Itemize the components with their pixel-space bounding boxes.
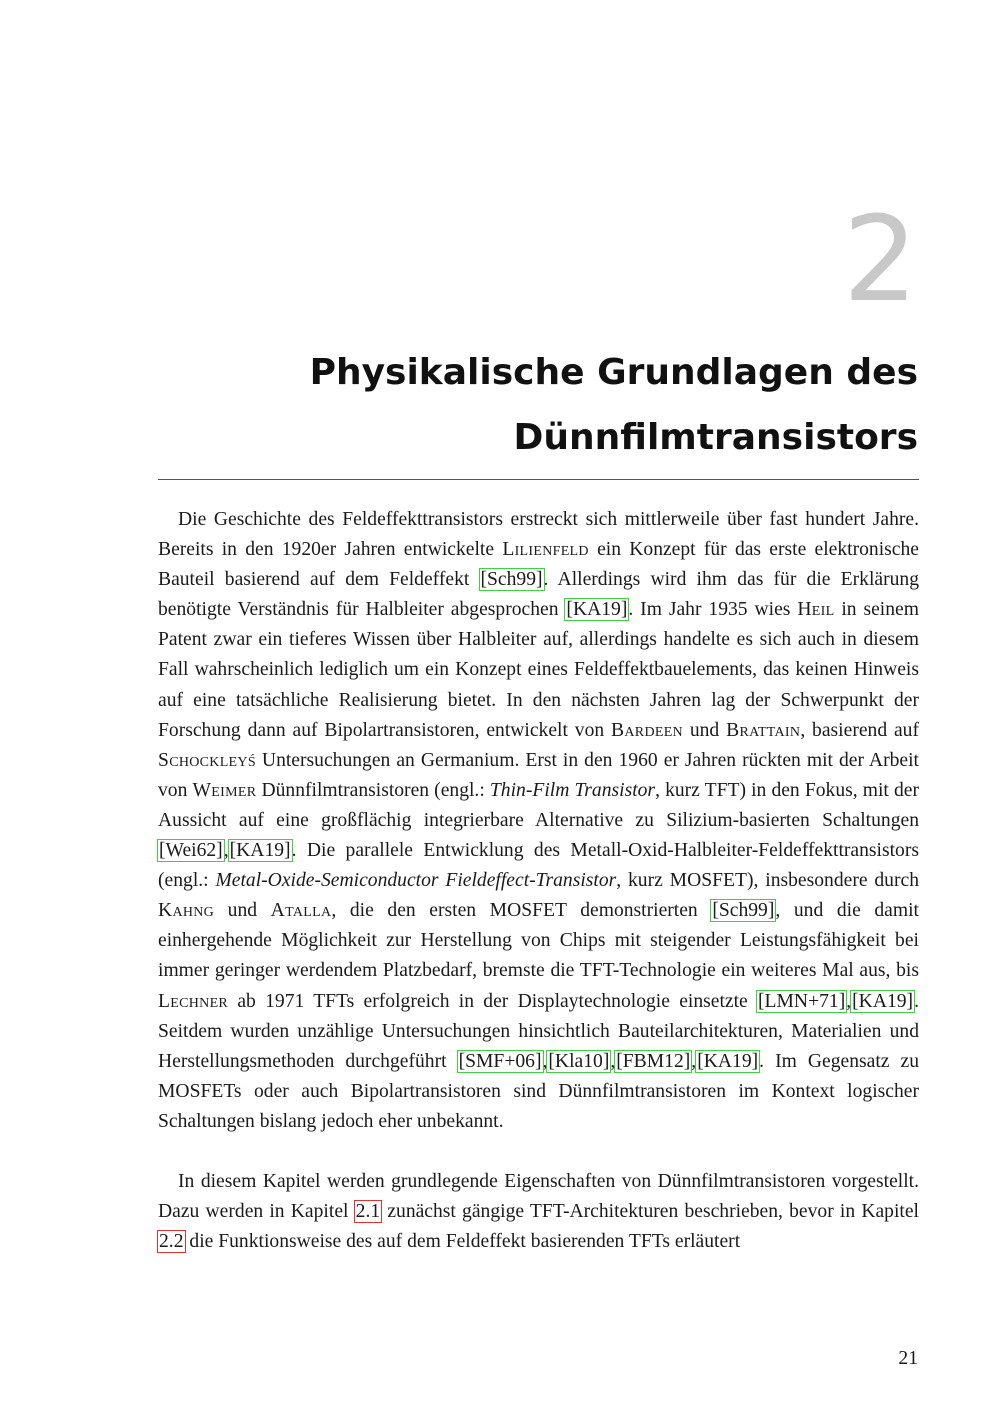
citation-link[interactable]: [KA19] <box>229 840 291 862</box>
text-run: , <box>223 840 229 862</box>
text-run: die Funktionsweise des auf dem Feldeffekt basierenden TFTs erläutert <box>184 1231 741 1253</box>
text-run: , <box>691 1050 697 1072</box>
text-run: . Im Gegensatz zu MOSFETs oder auch Bipolartransistoren sind Dünnfilmtransistoren im Kontext logischer Schaltungen bislang jedoch eher unbekannt. <box>158 1050 920 1132</box>
author-name: Lilienfeld <box>502 539 589 561</box>
text-run: . Seitdem wurden unzählige Untersuchungen hinsichtlich Bauteilarchitekturen, Materialien und Herstellungsmethoden durchgeführt <box>158 990 919 1072</box>
citation-link[interactable]: [KA19] <box>852 990 914 1012</box>
english-term: Metal-Oxide-Semiconductor Fieldeffect-Transistor <box>215 870 617 892</box>
chapter-number: 2 <box>842 190 918 328</box>
chapter-title <box>218 340 918 470</box>
text-run: , basierend auf <box>800 719 920 741</box>
text-run: , <box>610 1050 616 1072</box>
citation-link[interactable]: [Kla10] <box>548 1050 610 1072</box>
citation-link[interactable]: [FBM12] <box>616 1050 691 1072</box>
text-run: , kurz MOSFET), insbesondere durch <box>616 870 919 892</box>
text-run: Dünnfilmtransistoren (engl.: <box>256 779 490 801</box>
page-number: 21 <box>898 1348 918 1369</box>
text-run: ein Konzept für das erste elektronische Bauteil basierend auf dem Feldeffekt <box>158 539 919 591</box>
citation-link[interactable]: [Wei62] <box>159 840 223 862</box>
text-run: , kurz TFT) in den Fokus, mit der Aussicht auf eine großflächig integrierbare Alternative zu Silizium-basierten Schaltungen <box>158 779 919 831</box>
text-run: in seinem Patent zwar ein tieferes Wissen über Halbleiter auf, allerdings handelte es sich auch in diesem Fall wahrscheinlich lediglich um ein Konzept eines Feldeffektbauelements, das keinen Hinweis auf eine tatsächliche Realisierung bietet. In den nächsten Jahren lag der Schwerpunkt der Forschung dann auf Bipolartransistoren, entwickelt von <box>158 599 919 741</box>
text-run: In diesem Kapitel werden grundlegende Eigenschaften von Dünnfilmtransistoren vorgestellt. Dazu werden in Kapitel <box>158 1170 919 1223</box>
text-run: . Die parallele Entwicklung des Metall-Oxid-Halbleiter-Feldeffekttransistors (engl.: <box>158 840 919 892</box>
text-run: und <box>682 719 727 741</box>
paragraph-history <box>158 505 919 1137</box>
author-name: Kahng <box>158 900 215 922</box>
english-term: Thin-Film Transistor <box>489 779 656 801</box>
citation-link[interactable]: [LMN+71] <box>758 990 846 1012</box>
text-run: ab 1971 TFTs erfolgreich in der Displaytechnologie einsetzte <box>228 990 757 1012</box>
citation-link[interactable]: [Sch99] <box>712 900 775 922</box>
chapter-title-line2: Dünnfilmtransistors <box>513 417 918 458</box>
text-run: , <box>846 990 852 1012</box>
text-run: . Im Jahr 1935 wies <box>628 599 798 621</box>
author-name: Bardeen <box>611 719 683 741</box>
body-text <box>158 505 919 1257</box>
author-name: Atalla <box>270 900 332 922</box>
text-run: , und die damit einhergehende Möglichkeit zur Herstellung von Chips mit steigender Leistungsfähigkeit bei immer geringer werdendem Platzbedarf, bremste die TFT-Technologie ein weiteres Mal aus, bis <box>158 900 919 982</box>
chapter-title-line1: Physikalische Grundlagen des <box>309 352 918 393</box>
title-divider <box>158 479 919 480</box>
section-ref-link[interactable]: 2.2 <box>159 1231 184 1253</box>
text-run: zunächst gängige TFT-Architekturen beschrieben, bevor in Kapitel <box>381 1201 919 1223</box>
text-run: . Allerdings wird ihm das für die Erklärung benötigte Verständnis für Halbleiter abgesprochen <box>158 569 919 621</box>
paragraph-overview <box>158 1167 919 1257</box>
author-name: Schockleyś <box>158 749 256 771</box>
author-name: Brattain <box>726 719 801 741</box>
citation-link[interactable]: [KA19] <box>566 599 628 621</box>
citation-link[interactable]: [Sch99] <box>480 569 543 591</box>
text-run: Die Geschichte des Feldeffekttransistors erstreckt sich mittlerweile über fast hundert Jahre. Bereits in den 1920er Jahren entwickelte <box>158 509 919 561</box>
citation-link[interactable]: [SMF+06] <box>458 1050 542 1072</box>
section-ref-link[interactable]: 2.1 <box>355 1201 381 1223</box>
text-run: , die den ersten MOSFET demonstrierten <box>331 900 712 922</box>
author-name: Heil <box>797 599 835 621</box>
text-run: , <box>542 1050 548 1072</box>
citation-link[interactable]: [KA19] <box>697 1050 759 1072</box>
author-name: Weimer <box>192 779 257 801</box>
author-name: Lechner <box>158 990 229 1012</box>
text-run: Untersuchungen an Germanium. Erst in den 1960 er Jahren rückten mit der Arbeit von <box>158 749 919 801</box>
text-run: und <box>214 900 271 922</box>
